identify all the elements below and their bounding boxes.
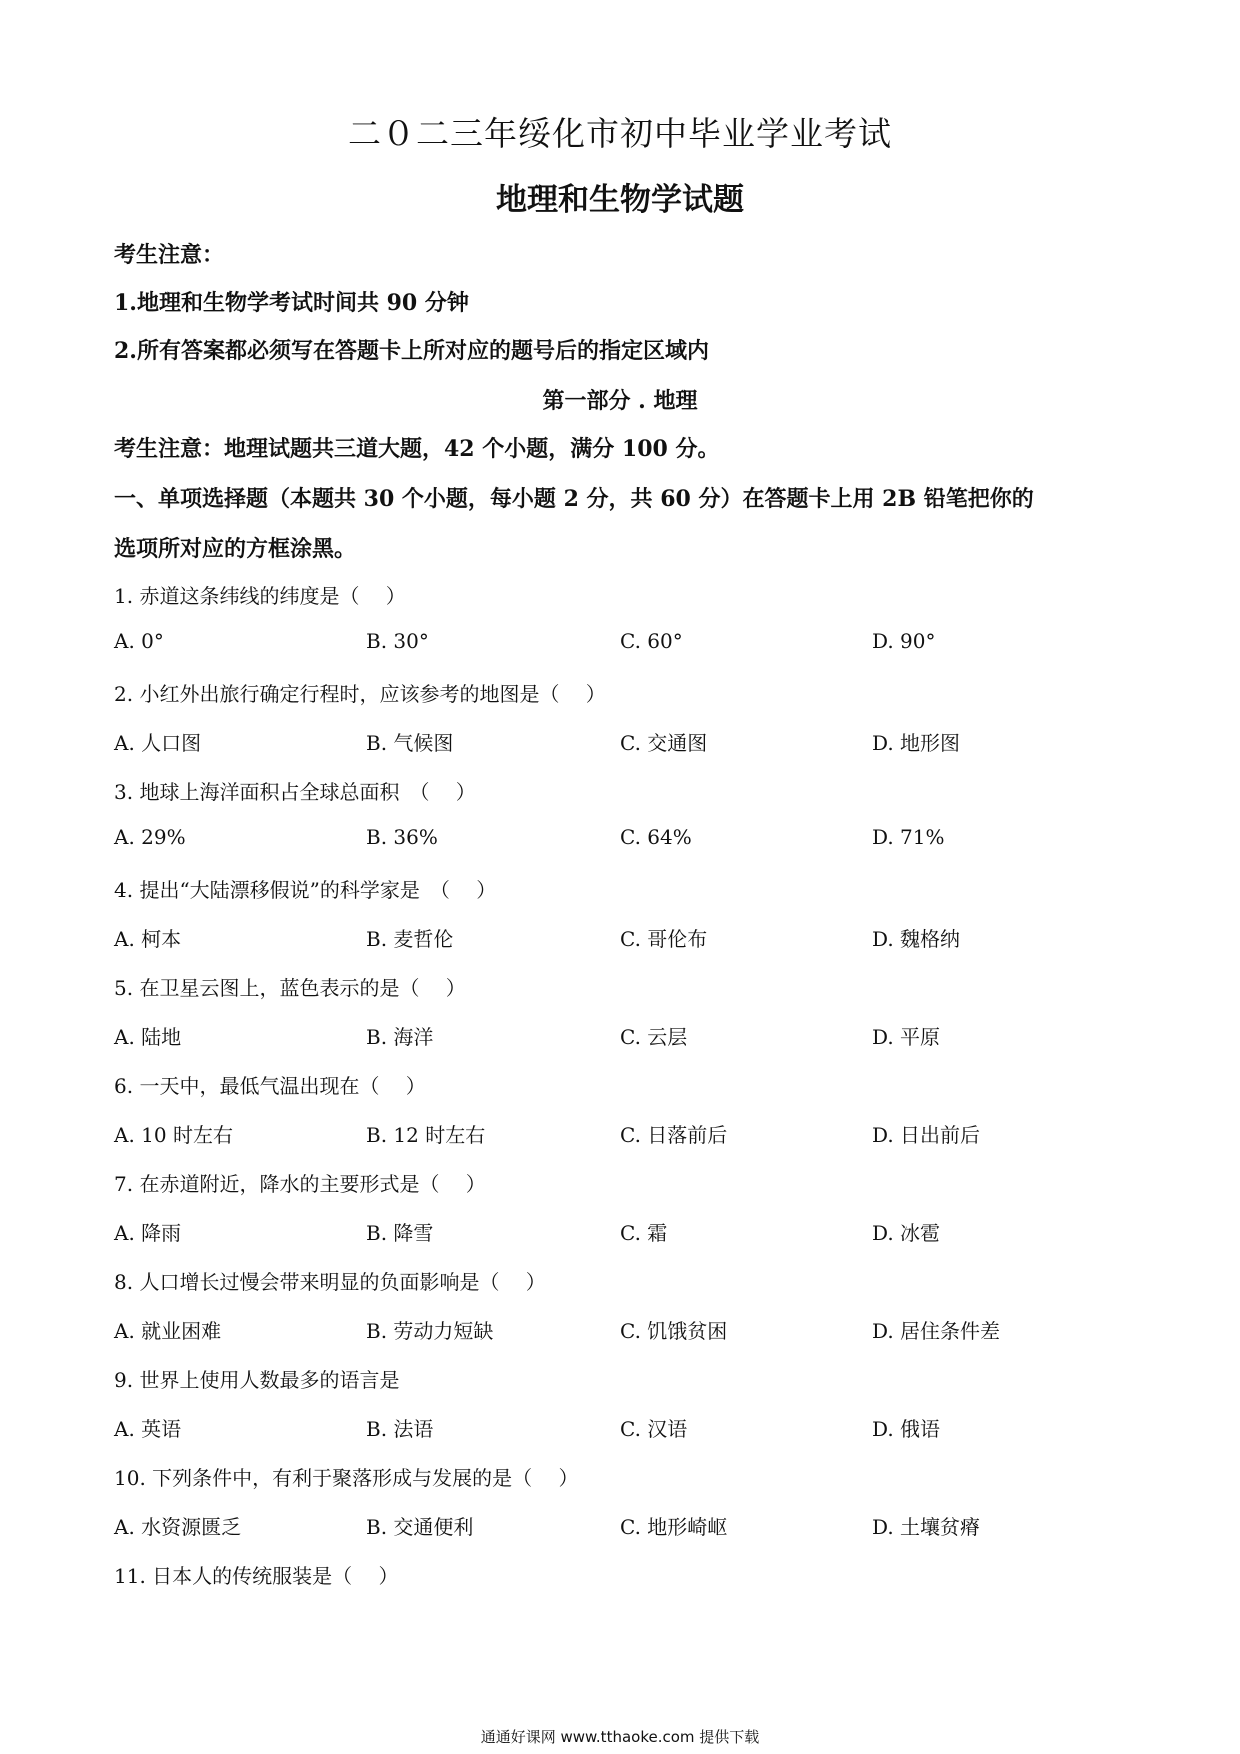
notice-heading: 考生注意： bbox=[114, 242, 225, 268]
question-option: D. 冰雹 bbox=[872, 1221, 941, 1245]
question-stem: 9. 世界上使用人数最多的语言是 bbox=[114, 1368, 400, 1392]
question-option: D. 日出前后 bbox=[872, 1123, 981, 1147]
question-option: C. 60° bbox=[620, 629, 683, 653]
question-option: A. 人口图 bbox=[114, 731, 202, 755]
question-option: D. 平原 bbox=[872, 1025, 941, 1049]
question-option: B. 36% bbox=[366, 825, 438, 849]
footer-watermark: 通通好课网 www.tthaoke.com 提供下载 bbox=[480, 1728, 760, 1746]
question-option: A. 10 时左右 bbox=[114, 1123, 233, 1147]
question-stem: 11. 日本人的传统服装是（ ） bbox=[114, 1564, 399, 1588]
question-option: B. 劳动力短缺 bbox=[366, 1319, 494, 1343]
question-option: A. 降雨 bbox=[114, 1221, 182, 1245]
question-option: B. 法语 bbox=[366, 1417, 434, 1441]
question-option: C. 饥饿贫困 bbox=[620, 1319, 728, 1343]
question-stem: 6. 一天中，最低气温出现在（ ） bbox=[114, 1074, 426, 1098]
notice-item-1: 1.地理和生物学考试时间共 90 分钟 bbox=[114, 290, 469, 316]
question-option: D. 土壤贫瘠 bbox=[872, 1515, 981, 1539]
question-option: D. 魏格纳 bbox=[872, 927, 961, 951]
question-option: C. 64% bbox=[620, 825, 692, 849]
question-option: B. 降雪 bbox=[366, 1221, 434, 1245]
question-option: A. 陆地 bbox=[114, 1025, 182, 1049]
question-stem: 7. 在赤道附近，降水的主要形式是（ ） bbox=[114, 1172, 486, 1196]
question-stem: 10. 下列条件中，有利于聚落形成与发展的是（ ） bbox=[114, 1466, 579, 1490]
question-option: C. 日落前后 bbox=[620, 1123, 728, 1147]
question-option: A. 就业困难 bbox=[114, 1319, 222, 1343]
question-option: A. 0° bbox=[114, 629, 164, 653]
question-stem: 5. 在卫星云图上，蓝色表示的是（ ） bbox=[114, 976, 466, 1000]
question-option: C. 云层 bbox=[620, 1025, 688, 1049]
question-option: B. 气候图 bbox=[366, 731, 454, 755]
part-notice: 考生注意：地理试题共三道大题，42 个小题，满分 100 分。 bbox=[114, 436, 720, 462]
question-option: B. 30° bbox=[366, 629, 429, 653]
question-option: D. 居住条件差 bbox=[872, 1319, 1001, 1343]
question-option: C. 汉语 bbox=[620, 1417, 688, 1441]
question-option: A. 英语 bbox=[114, 1417, 182, 1441]
question-option: A. 水资源匮乏 bbox=[114, 1515, 242, 1539]
notice-item-2: 2.所有答案都必须写在答题卡上所对应的题号后的指定区域内 bbox=[114, 338, 709, 364]
section-title-line-2: 选项所对应的方框涂黑。 bbox=[114, 536, 357, 562]
section-title-line-1: 一、单项选择题（本题共 30 个小题，每小题 2 分，共 60 分）在答题卡上用 2B 铅笔把你的 bbox=[114, 486, 1034, 512]
question-option: D. 71% bbox=[872, 825, 945, 849]
exam-title: 二０二三年绥化市初中毕业学业考试 bbox=[348, 114, 892, 153]
question-option: C. 哥伦布 bbox=[620, 927, 708, 951]
question-option: A. 29% bbox=[114, 825, 186, 849]
question-option: B. 麦哲伦 bbox=[366, 927, 454, 951]
question-stem: 4. 提出“大陆漂移假说”的科学家是 （ ） bbox=[114, 878, 497, 902]
question-option: B. 12 时左右 bbox=[366, 1123, 486, 1147]
question-stem: 2. 小红外出旅行确定行程时，应该参考的地图是（ ） bbox=[114, 682, 606, 706]
question-option: C. 霜 bbox=[620, 1221, 668, 1245]
question-stem: 1. 赤道这条纬线的纬度是（ ） bbox=[114, 584, 406, 608]
question-option: A. 柯本 bbox=[114, 927, 182, 951]
question-option: C. 交通图 bbox=[620, 731, 708, 755]
question-option: D. 俄语 bbox=[872, 1417, 941, 1441]
part-title: 第一部分 . 地理 bbox=[542, 388, 698, 414]
question-option: B. 交通便利 bbox=[366, 1515, 474, 1539]
question-stem: 8. 人口增长过慢会带来明显的负面影响是（ ） bbox=[114, 1270, 546, 1294]
question-option: C. 地形崎岖 bbox=[620, 1515, 728, 1539]
question-stem: 3. 地球上海洋面积占全球总面积 （ ） bbox=[114, 780, 476, 804]
question-option: D. 地形图 bbox=[872, 731, 961, 755]
exam-subtitle: 地理和生物学试题 bbox=[496, 182, 744, 218]
question-option: D. 90° bbox=[872, 629, 936, 653]
question-option: B. 海洋 bbox=[366, 1025, 434, 1049]
